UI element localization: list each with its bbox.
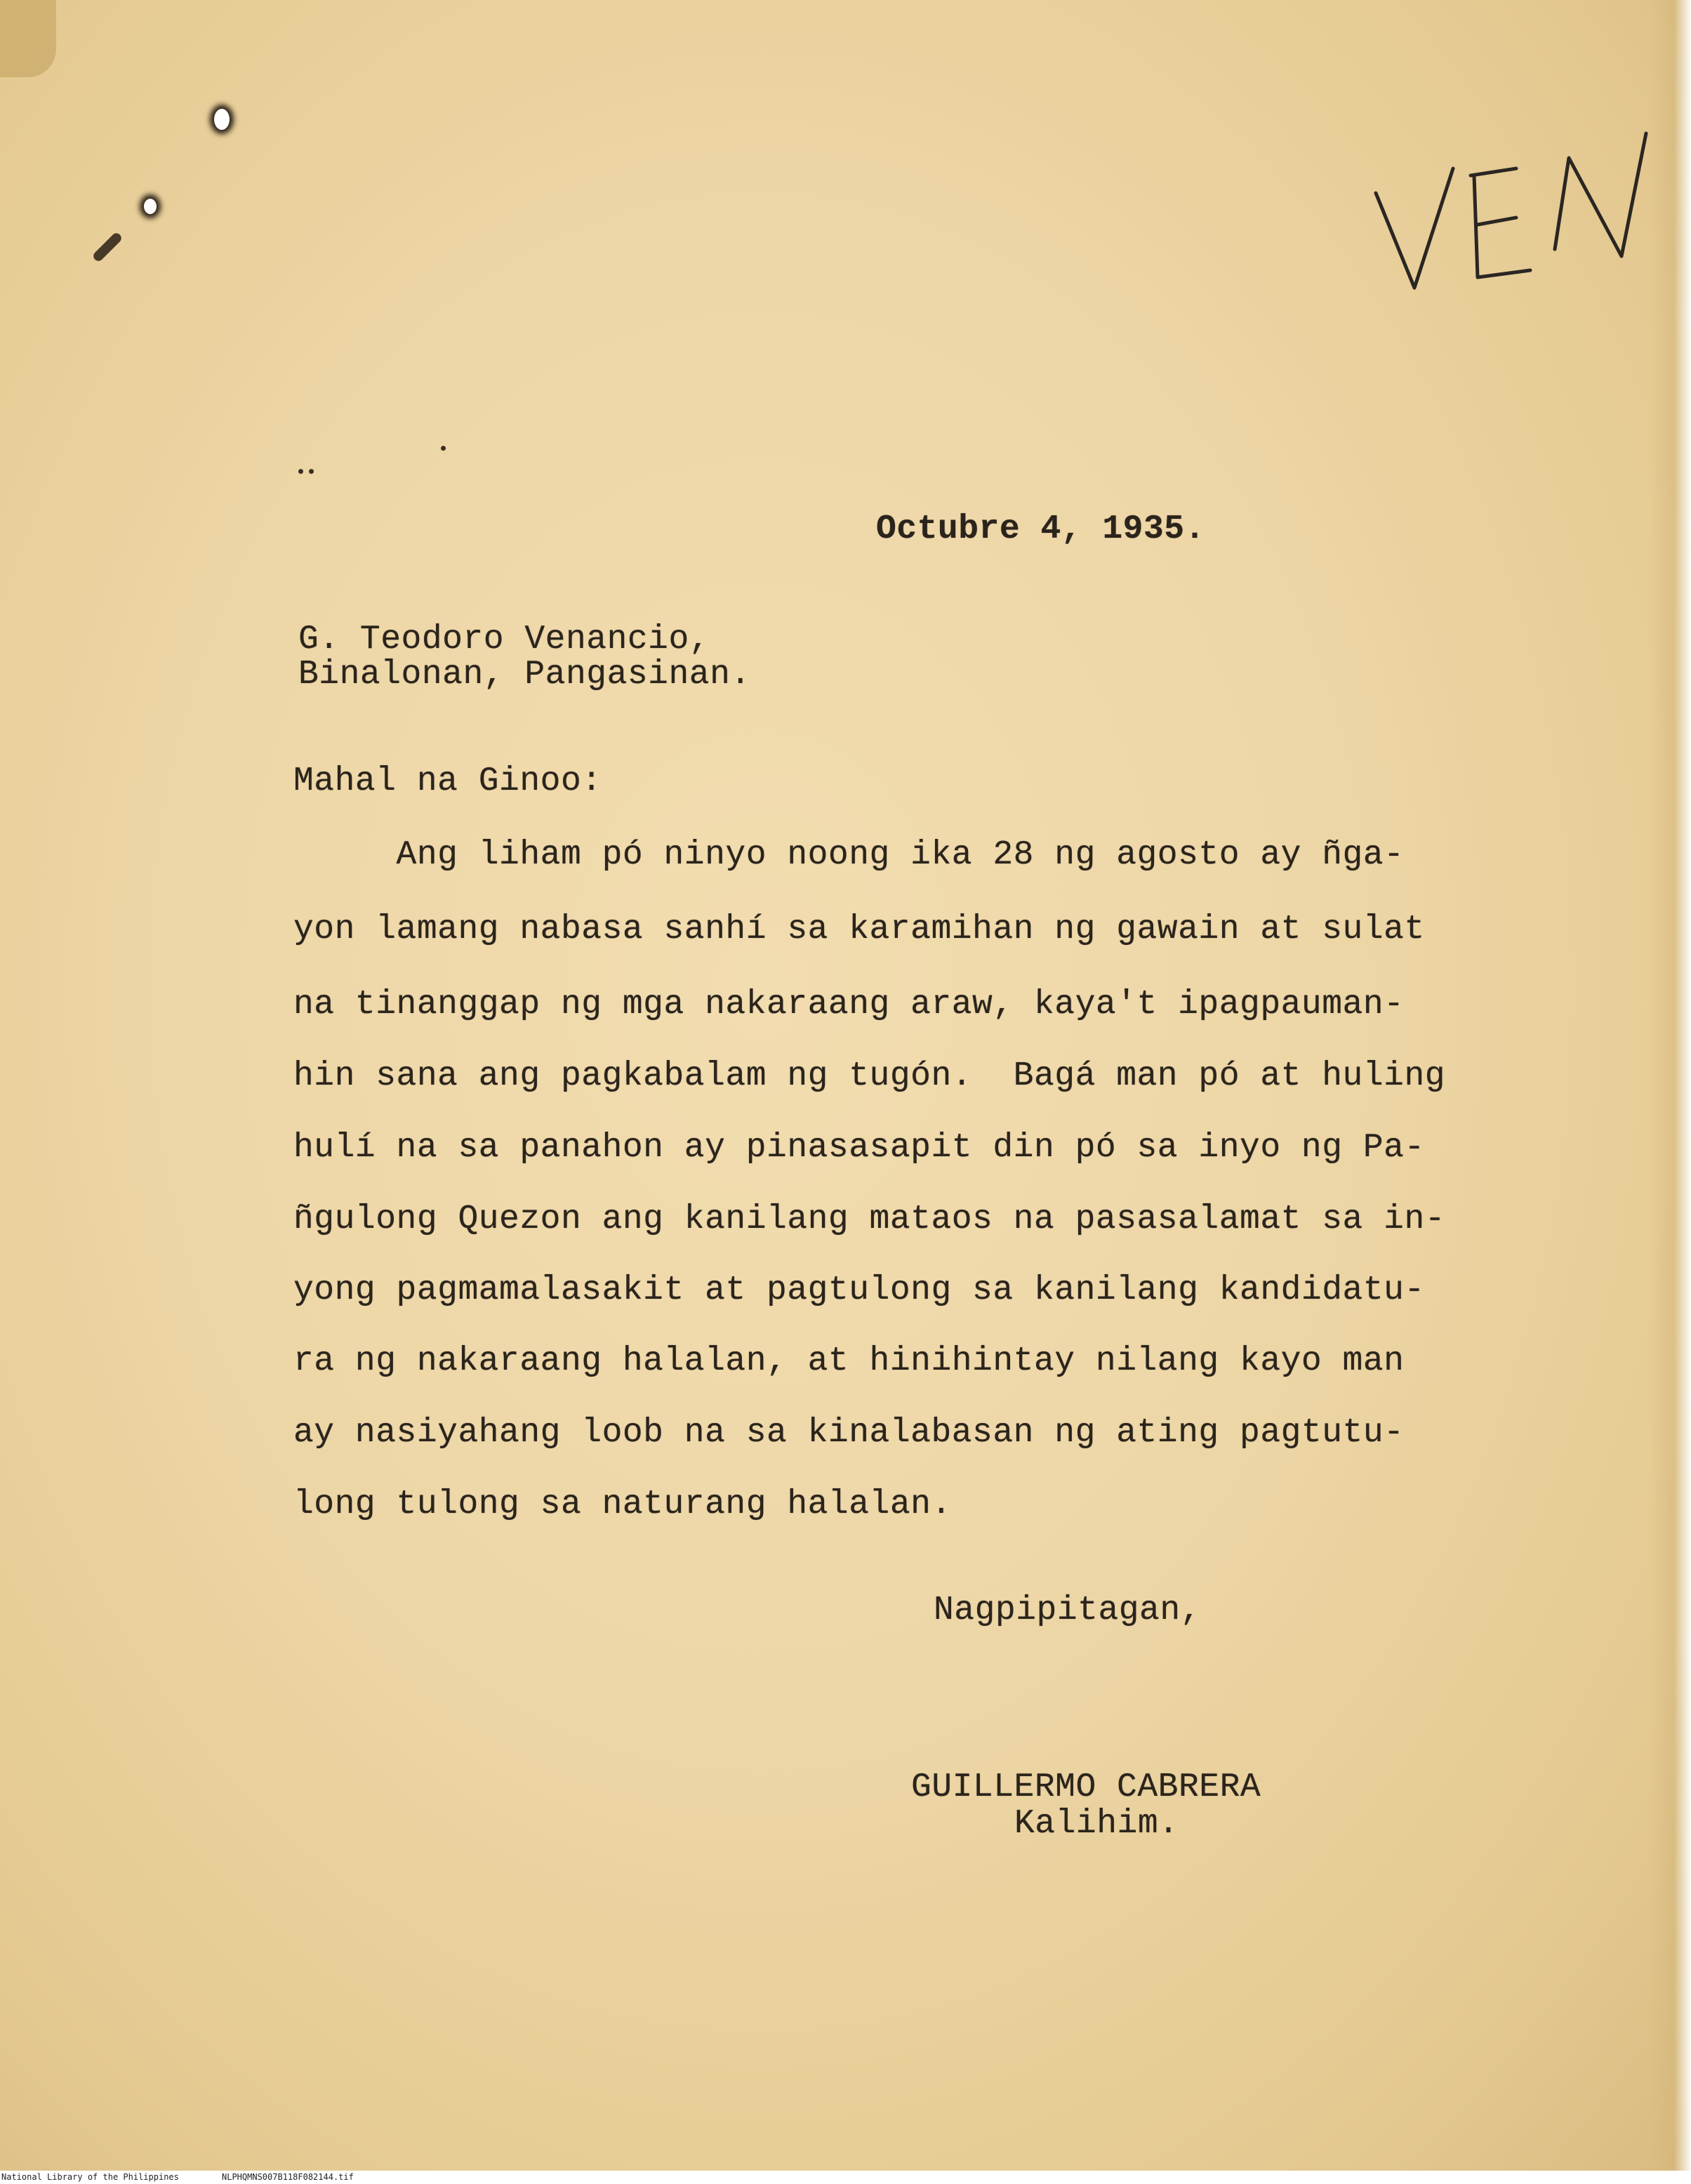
punch-hole — [144, 199, 157, 214]
paper-edge — [1649, 0, 1691, 2184]
body-line: ñgulong Quezon ang kanilang mataos na pasasalamat sa in- — [293, 1200, 1446, 1238]
body-line: yong pagmamalasakit at pagtulong sa kanilang kandidatu- — [293, 1271, 1425, 1309]
body-line: yon lamang nabasa sanhí sa karamihan ng gawain at sulat — [293, 911, 1425, 948]
footer-source: National Library of the Philippines — [1, 2172, 179, 2182]
recipient-name: G. Teodoro Venancio, — [298, 621, 710, 658]
salutation: Mahal na Ginoo: — [293, 762, 602, 800]
handwritten-mark — [1365, 119, 1691, 309]
closing: Nagpipitagan, — [934, 1591, 1201, 1629]
footer-filename: NLPHQMNS007B118F082144.tif — [222, 2172, 354, 2182]
body-line: Ang liham pó ninyo noong ika 28 ng agosto ay ñga- — [293, 836, 1405, 874]
stray-dot — [441, 446, 446, 451]
archive-footer — [0, 2171, 1691, 2184]
stray-dot — [309, 469, 314, 474]
signature-name: GUILLERMO CABRERA — [911, 1768, 1261, 1806]
body-line: ra ng nakaraang halalan, at hinihintay nilang kayo man — [293, 1342, 1405, 1380]
signature-title: Kalihim. — [1014, 1805, 1179, 1843]
torn-corner — [0, 0, 56, 77]
recipient-address: Binalonan, Pangasinan. — [298, 656, 751, 694]
body-line: ay nasiyahang loob na sa kinalabasan ng ating pagtutu- — [293, 1414, 1405, 1452]
body-line: na tinanggap ng mga nakaraang araw, kaya't ipagpauman- — [293, 986, 1405, 1024]
body-line: hulí na sa panahon ay pinasasapit din pó sa inyo ng Pa- — [293, 1129, 1425, 1167]
body-line: long tulong sa naturang halalan. — [293, 1485, 952, 1523]
stray-dot — [298, 469, 303, 474]
punch-hole — [214, 109, 230, 130]
body-line: hin sana ang pagkabalam ng tugón. Bagá man pó at huling — [293, 1057, 1446, 1095]
ink-smudge — [91, 231, 123, 263]
letter-date: Octubre 4, 1935. — [876, 510, 1205, 548]
